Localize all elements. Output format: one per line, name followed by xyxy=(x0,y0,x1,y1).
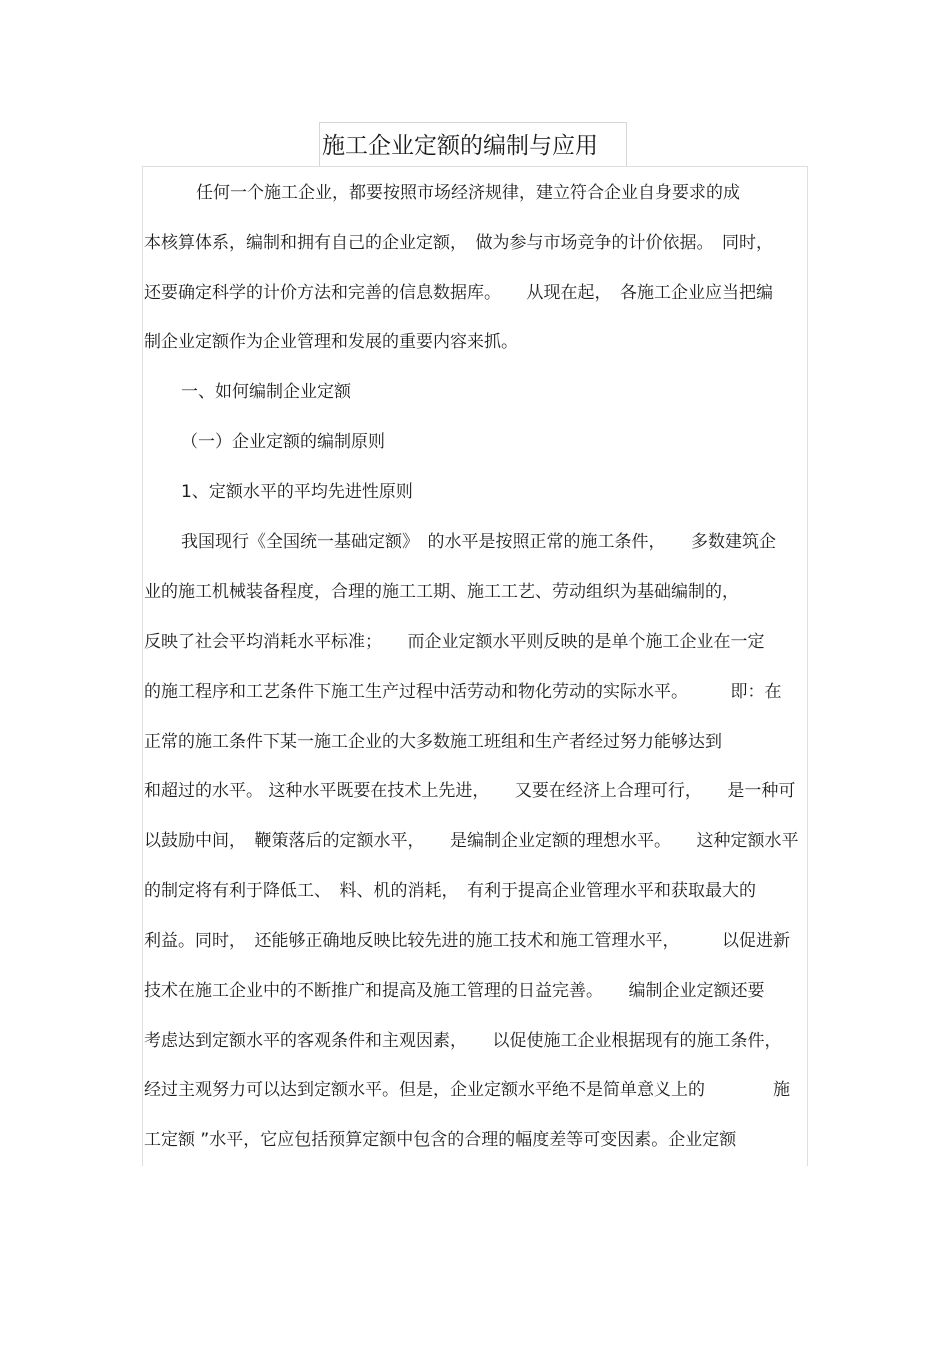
section-heading: 一、如何编制企业定额 xyxy=(181,382,351,402)
paragraph-line: 任何一个施工企业，都要按照市场经济规律，建立符合企业自身要求的成 xyxy=(196,183,740,203)
paragraph-line: 制企业定额作为企业管理和发展的重要内容来抓。 xyxy=(144,332,518,352)
subsection-heading: （一）企业定额的编制原则 xyxy=(181,432,385,452)
paragraph-line: 的施工程序和工艺条件下施工生产过程中活劳动和物化劳动的实际水平。 即：在 xyxy=(144,682,782,702)
paragraph-line: 我国现行《全国统一基础定额》 的水平是按照正常的施工条件， 多数建筑企 xyxy=(181,532,776,552)
paragraph-line: 经过主观努力可以达到定额水平。但是，企业定额水平绝不是简单意义上的 施 xyxy=(144,1080,790,1100)
paragraph-line: 的制定将有利于降低工、 料、机的消耗， 有利于提高企业管理水平和获取最大的 xyxy=(144,881,756,901)
paragraph-line: 还要确定科学的计价方法和完善的信息数据库。 从现在起， 各施工企业应当把编 xyxy=(144,283,773,303)
paragraph-line: 反映了社会平均消耗水平标准； 而企业定额水平则反映的是单个施工企业在一定 xyxy=(144,632,765,652)
numbered-heading: 1、定额水平的平均先进性原则 xyxy=(181,482,413,502)
paragraph-line: 本核算体系，编制和拥有自己的企业定额， 做为参与市场竞争的计价依据。 同时， xyxy=(144,233,773,253)
paragraph-line: 考虑达到定额水平的客观条件和主观因素， 以促使施工企业根据现有的施工条件， xyxy=(144,1031,782,1051)
paragraph-line: 业的施工机械装备程度，合理的施工工期、施工工艺、劳动组织为基础编制的， xyxy=(144,582,739,602)
document-title: 施工企业定额的编制与应用 xyxy=(322,133,598,159)
paragraph-line: 技术在施工企业中的不断推广和提高及施工管理的日益完善。 编制企业定额还要 xyxy=(144,981,765,1001)
paragraph-line: 和超过的水平。 这种水平既要在技术上先进， 又要在经济上合理可行， 是一种可 xyxy=(144,781,796,801)
paragraph-line: 利益。同时， 还能够正确地反映比较先进的施工技术和施工管理水平， 以促进新 xyxy=(144,931,790,951)
paragraph-line: 以鼓励中间， 鞭策落后的定额水平， 是编制企业定额的理想水平。 这种定额水平 xyxy=(144,831,799,851)
paragraph-line: 正常的施工条件下某一施工企业的大多数施工班组和生产者经过努力能够达到 xyxy=(144,732,722,752)
paragraph-line: 工定额 ”水平，它应包括预算定额中包含的合理的幅度差等可变因素。企业定额 xyxy=(144,1130,737,1150)
body-frame xyxy=(142,166,808,1166)
